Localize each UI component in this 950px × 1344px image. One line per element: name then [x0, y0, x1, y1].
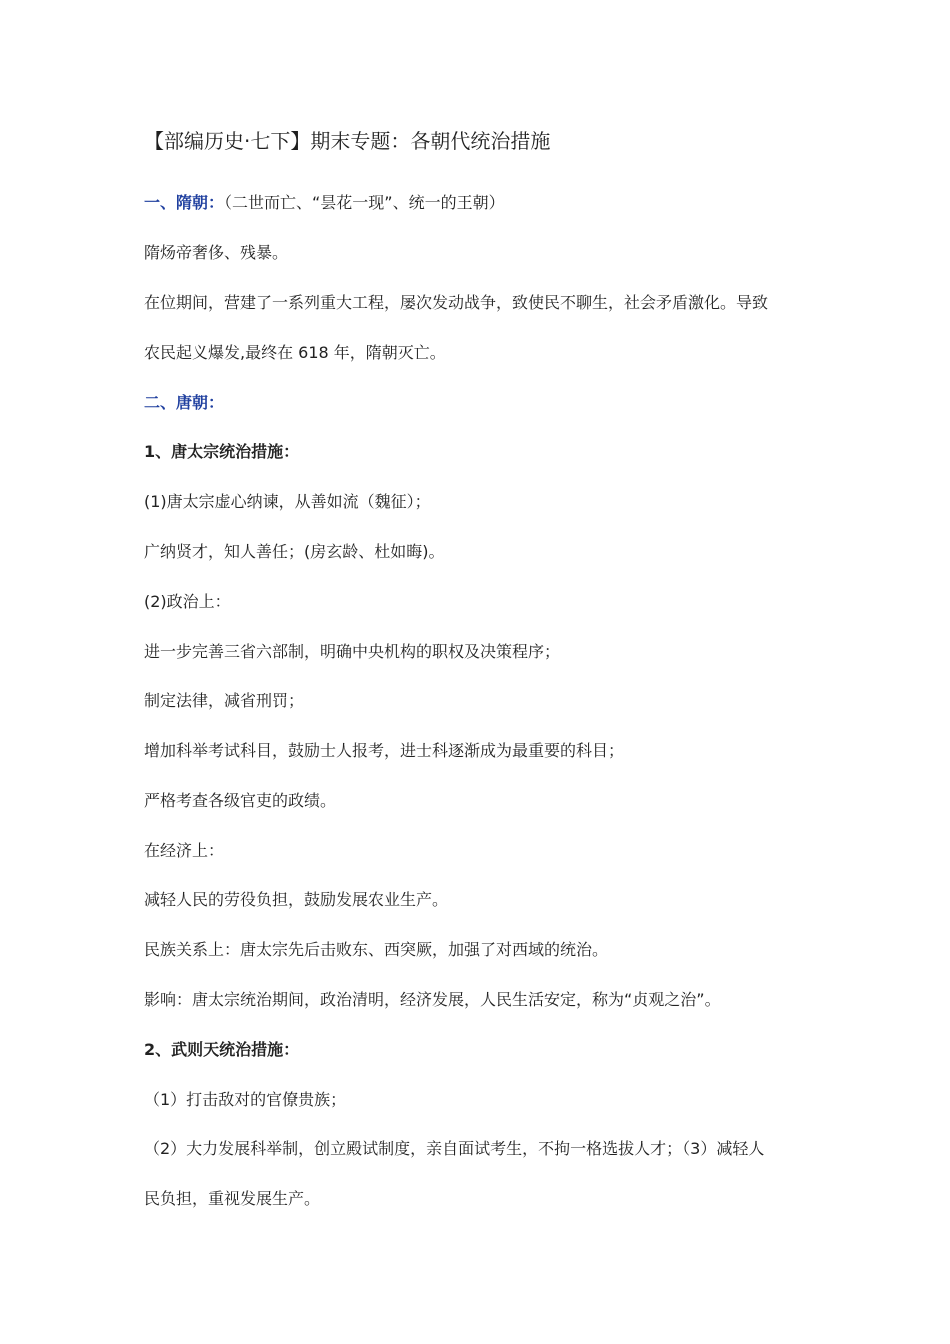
taizong-line-8: 在经济上：	[144, 841, 225, 860]
sui-line-2: 在位期间，营建了一系列重大工程，屡次发动战争，致使民不聊生，社会矛盾激化。导致	[144, 293, 769, 312]
wuzetian-line-1: （1）打击敌对的官僚贵族；	[144, 1090, 347, 1109]
wuzetian-line-3: 民负担，重视发展生产。	[144, 1189, 321, 1208]
sui-heading: 一、隋朝：	[144, 193, 225, 212]
wuzetian-heading: 2、武则天统治措施：	[144, 1040, 300, 1059]
tang-heading: 二、唐朝：	[144, 393, 225, 412]
sui-heading-line	[144, 192, 824, 214]
taizong-line-3: (2)政治上：	[144, 592, 231, 611]
taizong-line-9: 减轻人民的劳役负担，鼓励发展农业生产。	[144, 890, 449, 909]
taizong-line-7: 严格考查各级官吏的政绩。	[144, 791, 337, 810]
taizong-line-11: 影响：唐太宗统治期间，政治清明，经济发展，人民生活安定，称为“贞观之治”。	[144, 990, 721, 1009]
taizong-heading: 1、唐太宗统治措施：	[144, 442, 300, 461]
taizong-line-1: (1)唐太宗虚心纳谏，从善如流（魏征）；	[144, 492, 431, 511]
sui-line-1: 隋炀帝奢侈、残暴。	[144, 243, 289, 262]
taizong-line-6: 增加科举考试科目，鼓励士人报考，进士科逐渐成为最重要的科目；	[144, 741, 625, 760]
sui-line-3: 农民起义爆发,最终在 618 年，隋朝灭亡。	[144, 343, 446, 362]
taizong-line-10: 民族关系上：唐太宗先后击败东、西突厥，加强了对西域的统治。	[144, 940, 609, 959]
sui-note: （二世而亡、“昙花一现”、统一的王朝）	[224, 193, 505, 212]
taizong-line-5: 制定法律，减省刑罚；	[144, 691, 305, 710]
taizong-line-2: 广纳贤才，知人善任；(房玄龄、杜如晦)。	[144, 542, 445, 561]
wuzetian-line-2: （2）大力发展科举制，创立殿试制度，亲自面试考生，不拘一格选拔人才；（3）减轻人	[144, 1139, 765, 1158]
taizong-line-4: 进一步完善三省六部制，明确中央机构的职权及决策程序；	[144, 642, 561, 661]
document-title: 【部编历史·七下】期末专题：各朝代统治措施	[144, 129, 551, 153]
